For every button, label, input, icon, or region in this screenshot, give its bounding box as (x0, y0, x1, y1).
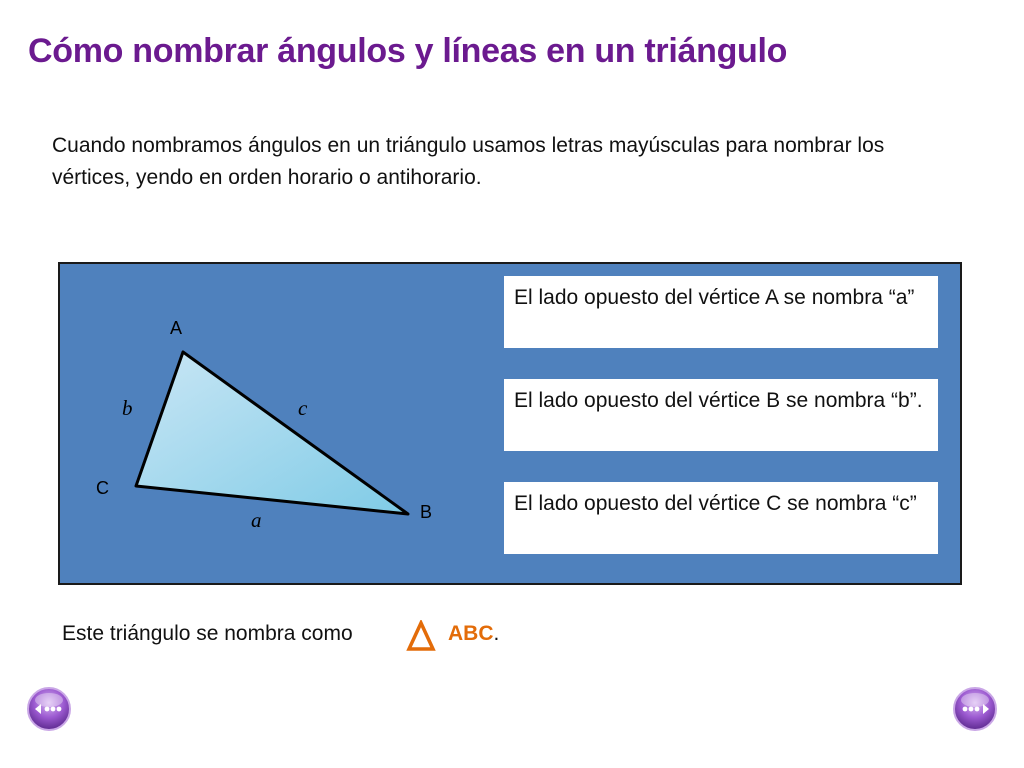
side-label-b: b (122, 396, 133, 420)
triangle-shape (136, 352, 408, 514)
summary-text: Este triángulo se nombra como (62, 622, 353, 645)
note-vertex-b: El lado opuesto del vértice B se nombra “b”. (504, 379, 938, 451)
triangle-name-period: . (493, 622, 500, 645)
vertex-label-b: B (420, 502, 433, 522)
vertex-label-a: A (170, 318, 183, 338)
slide-title: Cómo nombrar ángulos y líneas en un triángulo (28, 32, 788, 70)
next-button[interactable] (952, 686, 998, 732)
triangle-name-text: ABC (448, 622, 494, 645)
vertex-label-c: C (96, 478, 109, 498)
note-vertex-a: El lado opuesto del vértice A se nombra “a” (504, 276, 938, 348)
note-vertex-c: El lado opuesto del vértice C se nombra “c” (504, 482, 938, 554)
intro-text: Cuando nombramos ángulos en un triángulo usamos letras mayúsculas para nombrar los vértices, yendo en orden horario o antihorario. (52, 134, 885, 189)
example-panel (58, 262, 962, 585)
triangle-diagram (60, 264, 500, 584)
triangle-symbol-icon (406, 620, 436, 652)
side-label-c: c (298, 396, 308, 420)
triangle-name (448, 622, 499, 646)
previous-button[interactable] (26, 686, 72, 732)
side-label-a: a (251, 508, 262, 532)
